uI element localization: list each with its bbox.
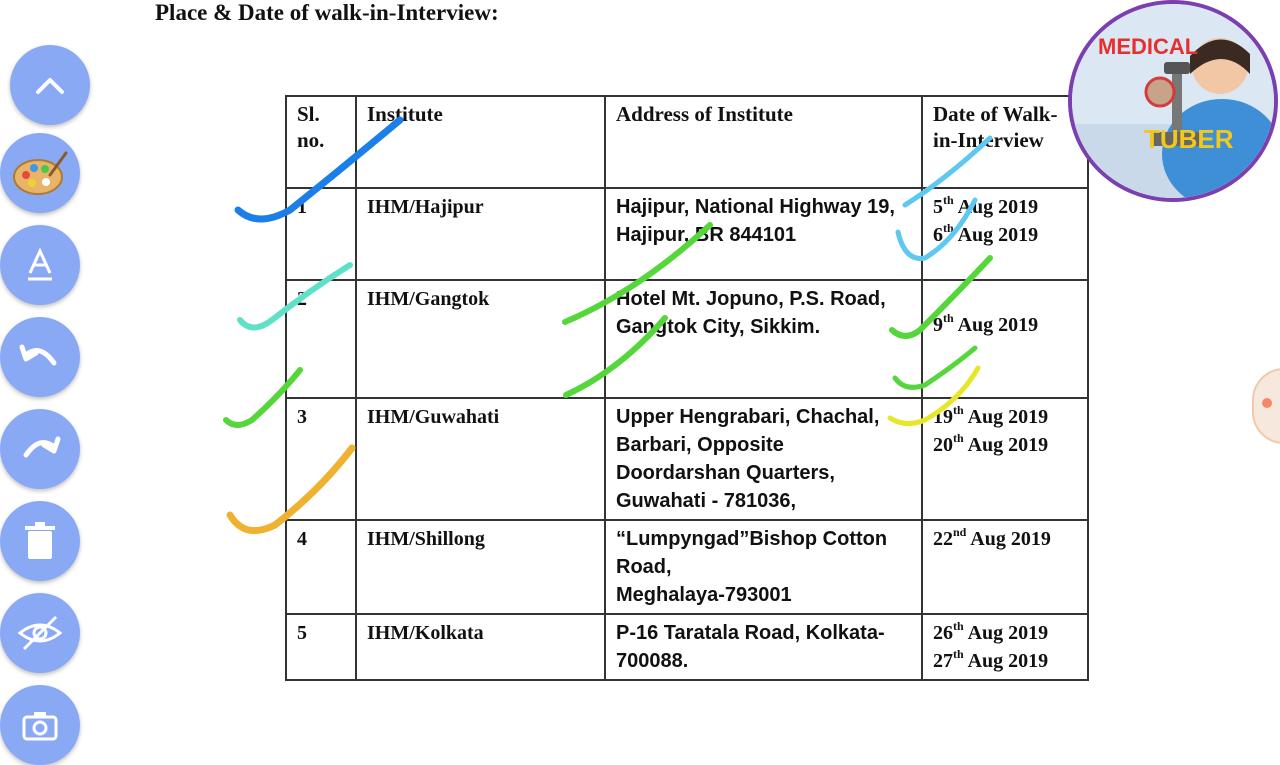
date-month: Aug 2019 xyxy=(957,196,1039,218)
address-line: Hajipur, BR 844101 xyxy=(616,224,797,246)
text-a-icon xyxy=(20,245,60,285)
date-month: Aug 2019 xyxy=(967,622,1049,644)
trash-icon xyxy=(22,521,58,561)
interview-date xyxy=(933,525,1077,553)
address-line: Upper Hengrabari, Chachal, xyxy=(616,406,880,428)
interview-date xyxy=(933,311,1077,339)
table-row xyxy=(286,520,1088,614)
cell-address xyxy=(605,614,922,680)
date-suffix: th xyxy=(943,221,954,235)
cell-sl-no: 1 xyxy=(286,188,356,280)
interview-date xyxy=(933,221,1077,249)
date-suffix: th xyxy=(943,193,954,207)
undo-button[interactable] xyxy=(0,317,80,397)
date-suffix: th xyxy=(943,311,954,325)
table-row xyxy=(286,280,1088,398)
date-day: 27 xyxy=(933,650,953,672)
address-line: “Lumpyngad”Bishop Cotton xyxy=(616,528,888,550)
header-sl-no: Sl. no. xyxy=(286,96,356,188)
address-line: Hotel Mt. Jopuno, P.S. Road, xyxy=(616,288,886,310)
interview-date xyxy=(933,647,1077,675)
cell-sl-no: 4 xyxy=(286,520,356,614)
date-suffix: th xyxy=(953,431,964,445)
page-title: Place & Date of walk-in-Interview: xyxy=(155,0,499,25)
interview-table xyxy=(285,95,1089,681)
cell-date xyxy=(922,188,1088,280)
interview-date xyxy=(933,403,1077,431)
date-month: Aug 2019 xyxy=(967,406,1049,428)
date-suffix: th xyxy=(953,647,964,661)
screenshot-button[interactable] xyxy=(0,685,80,765)
record-dot-icon xyxy=(1262,398,1272,408)
cell-address xyxy=(605,188,922,280)
date-suffix: th xyxy=(953,403,964,417)
redo-icon xyxy=(18,429,62,469)
cell-institute: IHM/Gangtok xyxy=(356,280,605,398)
address-line: Doordarshan Quarters, xyxy=(616,462,835,484)
undo-icon xyxy=(18,337,62,377)
palette-icon xyxy=(12,149,68,197)
cell-institute: IHM/Guwahati xyxy=(356,398,605,520)
header-institute: Institute xyxy=(356,96,605,188)
camera-icon xyxy=(20,707,60,743)
cell-date xyxy=(922,398,1088,520)
cell-date xyxy=(922,520,1088,614)
date-day: 22 xyxy=(933,528,953,550)
date-day: 9 xyxy=(933,314,943,336)
address-line: P-16 Taratala Road, Kolkata- xyxy=(616,622,885,644)
date-month: Aug 2019 xyxy=(967,650,1049,672)
date-month: Aug 2019 xyxy=(957,224,1039,246)
eye-off-icon xyxy=(16,613,64,653)
cell-address xyxy=(605,398,922,520)
date-day: 5 xyxy=(933,196,943,218)
chevron-up-icon xyxy=(30,65,70,105)
clear-button[interactable] xyxy=(0,501,80,581)
cell-institute: IHM/Hajipur xyxy=(356,188,605,280)
date-day: 26 xyxy=(933,622,953,644)
date-suffix: nd xyxy=(953,525,967,539)
color-palette-button[interactable] xyxy=(0,133,80,213)
logo-text-medical: MEDICAL xyxy=(1098,34,1199,59)
address-line: Meghalaya-793001 xyxy=(616,584,792,606)
date-day: 20 xyxy=(933,434,953,456)
interview-date xyxy=(933,431,1077,459)
address-line: 700088. xyxy=(616,650,689,672)
cell-institute: IHM/Shillong xyxy=(356,520,605,614)
address-line: Gangtok City, Sikkim. xyxy=(616,316,821,338)
date-month: Aug 2019 xyxy=(957,314,1039,336)
header-address: Address of Institute xyxy=(605,96,922,188)
date-day: 6 xyxy=(933,224,943,246)
address-line: Guwahati - 781036, xyxy=(616,490,797,512)
date-month: Aug 2019 xyxy=(970,528,1051,550)
date-day: 19 xyxy=(933,406,953,428)
cell-sl-no: 2 xyxy=(286,280,356,398)
address-line: Road, xyxy=(616,556,672,578)
cell-sl-no: 3 xyxy=(286,398,356,520)
hide-button[interactable] xyxy=(0,593,80,673)
cell-date xyxy=(922,614,1088,680)
table-header-row xyxy=(286,96,1088,188)
logo-text-tuber: TUBER xyxy=(1144,124,1234,154)
table-row xyxy=(286,188,1088,280)
scroll-up-button[interactable] xyxy=(10,45,90,125)
date-suffix: th xyxy=(953,619,964,633)
cell-address xyxy=(605,280,922,398)
table-row xyxy=(286,614,1088,680)
cell-sl-no: 5 xyxy=(286,614,356,680)
interview-date xyxy=(933,193,1077,221)
address-line: Hajipur, National Highway 19, xyxy=(616,196,895,218)
header-date: Date of Walk-in-Interview xyxy=(922,96,1088,188)
date-month: Aug 2019 xyxy=(967,434,1049,456)
cell-institute: IHM/Kolkata xyxy=(356,614,605,680)
table-row xyxy=(286,398,1088,520)
channel-logo xyxy=(1068,0,1278,202)
interview-date xyxy=(933,619,1077,647)
text-tool-button[interactable] xyxy=(0,225,80,305)
cell-address xyxy=(605,520,922,614)
redo-button[interactable] xyxy=(0,409,80,489)
address-line: Barbari, Opposite xyxy=(616,434,784,456)
cell-date xyxy=(922,280,1088,398)
